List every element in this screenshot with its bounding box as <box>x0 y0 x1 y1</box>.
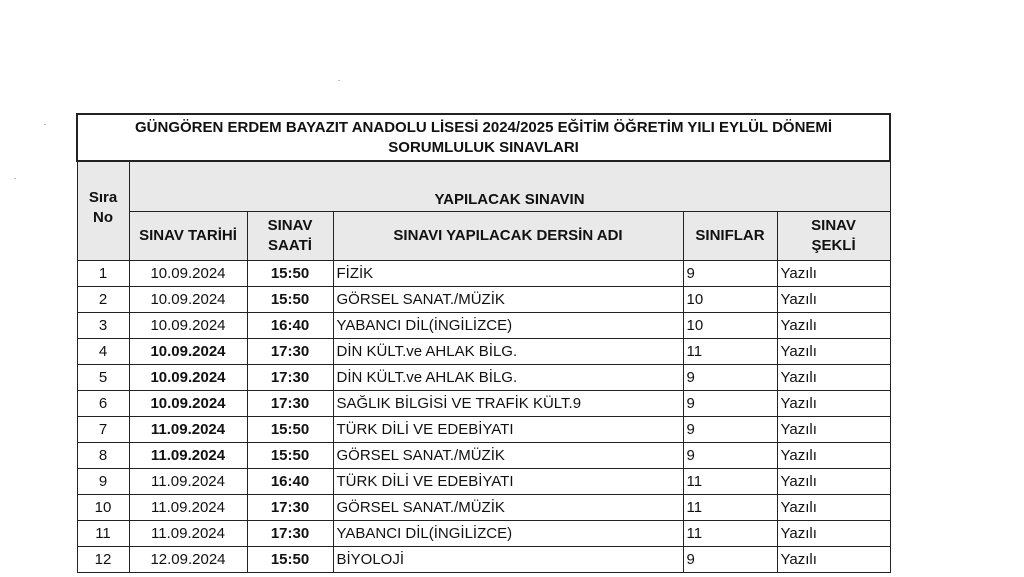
row-ders: TÜRK DİLİ VE EDEBİYATI <box>333 469 683 495</box>
row-time: 17:30 <box>247 521 333 547</box>
row-time: 15:50 <box>247 547 333 573</box>
row-date: 10.09.2024 <box>129 391 247 417</box>
row-ders: GÖRSEL SANAT./MÜZİK <box>333 443 683 469</box>
row-time: 15:50 <box>247 417 333 443</box>
col-ders-adi: SINAVI YAPILACAK DERSİN ADI <box>333 212 683 261</box>
row-sinif: 11 <box>683 469 777 495</box>
col-group-yapilacak: YAPILACAK SINAVIN <box>129 161 890 212</box>
scan-speck <box>14 178 16 179</box>
row-sinif: 10 <box>683 313 777 339</box>
row-date: 10.09.2024 <box>129 287 247 313</box>
row-ders: GÖRSEL SANAT./MÜZİK <box>333 495 683 521</box>
row-time: 16:40 <box>247 313 333 339</box>
row-date: 11.09.2024 <box>129 417 247 443</box>
row-sekil: Yazılı <box>777 391 890 417</box>
row-sinif: 9 <box>683 443 777 469</box>
row-time: 15:50 <box>247 287 333 313</box>
table-row <box>77 313 890 339</box>
exam-schedule-table <box>76 113 891 573</box>
row-no: 8 <box>77 443 129 469</box>
row-ders: FİZİK <box>333 261 683 287</box>
row-ders: GÖRSEL SANAT./MÜZİK <box>333 287 683 313</box>
row-ders: DİN KÜLT.ve AHLAK BİLG. <box>333 365 683 391</box>
row-sinif: 9 <box>683 365 777 391</box>
table-row <box>77 495 890 521</box>
row-no: 11 <box>77 521 129 547</box>
row-date: 11.09.2024 <box>129 469 247 495</box>
table-row <box>77 547 890 573</box>
table-row <box>77 287 890 313</box>
table-row <box>77 391 890 417</box>
row-no: 5 <box>77 365 129 391</box>
row-date: 10.09.2024 <box>129 261 247 287</box>
row-ders: SAĞLIK BİLGİSİ VE TRAFİK KÜLT.9 <box>333 391 683 417</box>
scan-speck <box>338 80 340 81</box>
row-sekil: Yazılı <box>777 339 890 365</box>
row-no: 7 <box>77 417 129 443</box>
table-row <box>77 521 890 547</box>
title-line-2: SORUMLULUK SINAVLARI <box>388 138 579 156</box>
document-title <box>77 114 890 161</box>
row-time: 15:50 <box>247 261 333 287</box>
row-sekil: Yazılı <box>777 469 890 495</box>
table-row <box>77 443 890 469</box>
row-date: 11.09.2024 <box>129 443 247 469</box>
row-time: 17:30 <box>247 339 333 365</box>
row-no: 10 <box>77 495 129 521</box>
row-date: 10.09.2024 <box>129 313 247 339</box>
row-sekil: Yazılı <box>777 417 890 443</box>
row-no: 3 <box>77 313 129 339</box>
row-date: 10.09.2024 <box>129 365 247 391</box>
row-ders: DİN KÜLT.ve AHLAK BİLG. <box>333 339 683 365</box>
row-sinif: 11 <box>683 521 777 547</box>
col-siniflar: SINIFLAR <box>683 212 777 261</box>
table-row <box>77 261 890 287</box>
row-sinif: 9 <box>683 261 777 287</box>
row-sekil: Yazılı <box>777 547 890 573</box>
row-no: 1 <box>77 261 129 287</box>
row-date: 11.09.2024 <box>129 495 247 521</box>
row-ders: BİYOLOJİ <box>333 547 683 573</box>
col-sira-no: Sıra No <box>77 161 129 261</box>
row-ders: TÜRK DİLİ VE EDEBİYATI <box>333 417 683 443</box>
row-time: 17:30 <box>247 365 333 391</box>
row-no: 2 <box>77 287 129 313</box>
row-time: 16:40 <box>247 469 333 495</box>
row-sekil: Yazılı <box>777 443 890 469</box>
row-sekil: Yazılı <box>777 287 890 313</box>
row-sekil: Yazılı <box>777 521 890 547</box>
table-row <box>77 339 890 365</box>
row-sekil: Yazılı <box>777 313 890 339</box>
row-no: 6 <box>77 391 129 417</box>
row-date: 10.09.2024 <box>129 339 247 365</box>
col-sinav-saati: SINAV SAATİ <box>247 212 333 261</box>
row-ders: YABANCI DİL(İNGİLİZCE) <box>333 521 683 547</box>
row-sinif: 9 <box>683 547 777 573</box>
row-sinif: 9 <box>683 417 777 443</box>
row-sinif: 11 <box>683 495 777 521</box>
row-sinif: 9 <box>683 391 777 417</box>
table-row <box>77 469 890 495</box>
row-date: 11.09.2024 <box>129 521 247 547</box>
row-no: 12 <box>77 547 129 573</box>
row-sekil: Yazılı <box>777 365 890 391</box>
row-sekil: Yazılı <box>777 261 890 287</box>
row-no: 9 <box>77 469 129 495</box>
table-row <box>77 417 890 443</box>
row-time: 17:30 <box>247 391 333 417</box>
row-time: 17:30 <box>247 495 333 521</box>
row-sekil: Yazılı <box>777 495 890 521</box>
table-row <box>77 365 890 391</box>
title-line-1: GÜNGÖREN ERDEM BAYAZIT ANADOLU LİSESİ 2024/2025 EĞİTİM ÖĞRETİM YILI EYLÜL DÖNEMİ <box>135 118 833 136</box>
row-date: 12.09.2024 <box>129 547 247 573</box>
scan-speck <box>44 124 46 125</box>
row-sinif: 10 <box>683 287 777 313</box>
row-time: 15:50 <box>247 443 333 469</box>
row-no: 4 <box>77 339 129 365</box>
col-sinav-tarihi: SINAV TARİHİ <box>129 212 247 261</box>
col-sinav-sekli: SINAV ŞEKLİ <box>777 212 890 261</box>
row-ders: YABANCI DİL(İNGİLİZCE) <box>333 313 683 339</box>
row-sinif: 11 <box>683 339 777 365</box>
